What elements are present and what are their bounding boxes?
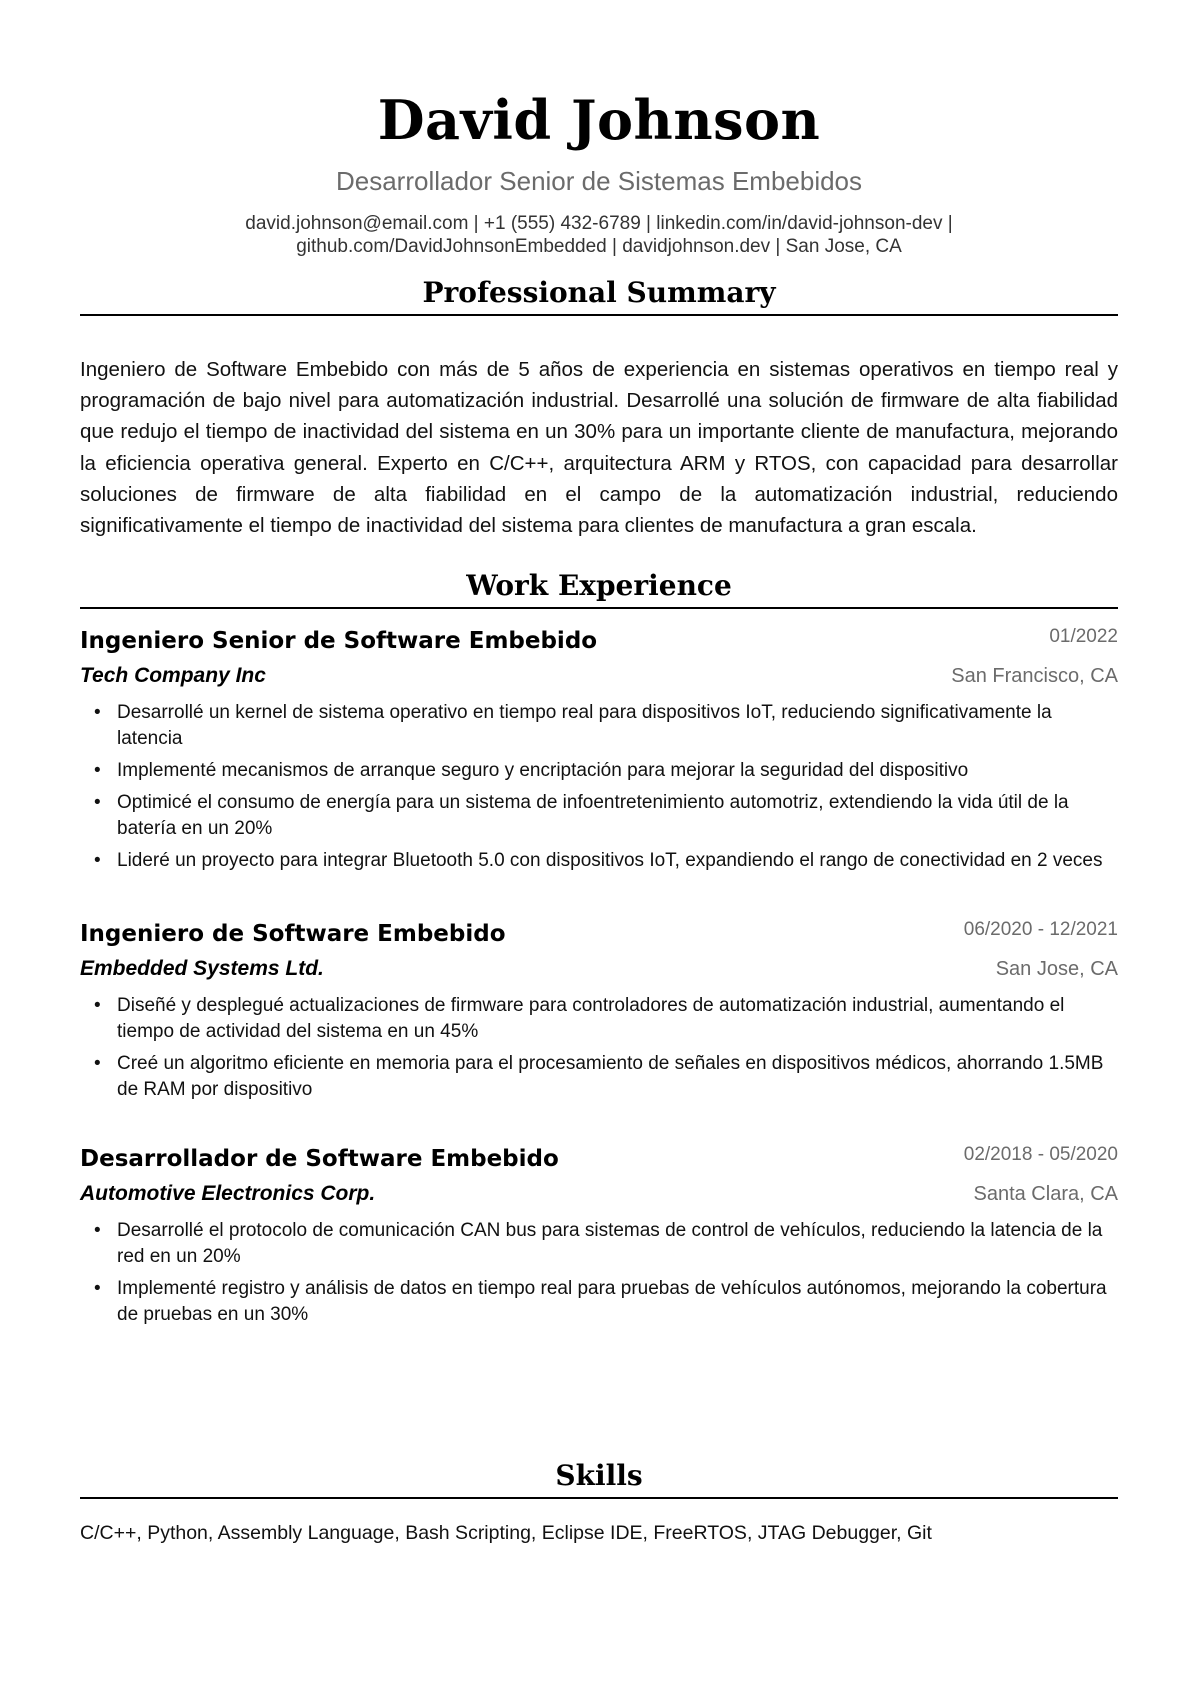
job-bullets [80,700,1118,874]
job-entry [80,1142,1118,1334]
summary-divider [80,314,1118,316]
job-company: Embedded Systems Ltd. [80,957,324,980]
summary-text: Ingeniero de Software Embebido con más de 5 años de experiencia en sistemas operativos en tiempo real y programación de bajo nivel para automatización industrial. Desarrollé una solución de firmware de alta fiabilidad que redujo el tiempo de inactividad del sistema en un 30% para un importante cliente de manufactura, mejorando la eficiencia operativa general. Experto en C/C++, arquitectura ARM y RTOS, con capacidad para desarrollar soluciones de firmware de alta fiabilidad en el campo de la automatización industrial, reduciendo significativamente el tiempo de inactividad del sistema para clientes de manufactura a gran escala. [80,358,1118,538]
skills-divider [80,1497,1118,1499]
job-bullet [80,848,1118,874]
job-bullet-text: Lideré un proyecto para integrar Bluetooth 5.0 con dispositivos IoT, expandiendo el rango de conectividad en 2 veces [117,850,1103,871]
job-bullet [80,993,1118,1045]
job-bullet [80,700,1118,752]
job-bullet-text: Desarrollé el protocolo de comunicación CAN bus para sistemas de control de vehículos, reduciendo la latencia de la red en un 20% [117,1220,1103,1267]
job-title: Desarrollador de Software Embebido [80,1146,559,1172]
job-bullet-text: Desarrollé un kernel de sistema operativo en tiempo real para dispositivos IoT, reduciendo significativamente la latencia [117,702,1052,749]
contact-line-2: github.com/DavidJohnsonEmbedded | davidjohnson.dev | San Jose, CA [296,236,902,257]
contact-info [80,212,1118,258]
job-bullet [80,758,1118,784]
job-bullets [80,993,1118,1103]
job-bullets [80,1218,1118,1328]
job-bullet [80,790,1118,842]
job-title: Ingeniero de Software Embebido [80,921,506,947]
skills-text: C/C++, Python, Assembly Language, Bash Scripting, Eclipse IDE, FreeRTOS, JTAG Debugger, Git [80,1522,932,1544]
job-entry [80,624,1118,880]
job-company: Tech Company Inc [80,664,266,687]
job-location: Santa Clara, CA [973,1183,1118,1205]
job-date: 02/2018 - 05/2020 [963,1144,1118,1165]
experience-section-title: Work Experience [466,569,732,602]
bullet-dot: • [94,1220,101,1241]
job-date: 06/2020 - 12/2021 [963,919,1118,940]
job-entry [80,917,1118,1109]
job-title: Ingeniero Senior de Software Embebido [80,628,598,654]
bullet-dot: • [94,1278,101,1299]
job-location: San Jose, CA [995,958,1118,980]
job-bullet-text: Creé un algoritmo eficiente en memoria para el procesamiento de señales en dispositivos médicos, ahorrando 1.5MB de RAM por dispositivo [117,1053,1104,1100]
job-company: Automotive Electronics Corp. [80,1182,376,1205]
bullet-dot: • [94,792,101,813]
job-bullet-text: Optimicé el consumo de energía para un sistema de infoentretenimiento automotriz, extendiendo la vida útil de la batería en un 20% [117,792,1069,839]
skills-section-title: Skills [555,1459,643,1492]
job-location: San Francisco, CA [951,665,1118,687]
job-date: 01/2022 [1049,626,1118,647]
bullet-dot: • [94,702,101,723]
bullet-dot: • [94,1053,101,1074]
job-bullet [80,1051,1118,1103]
job-bullet [80,1218,1118,1270]
candidate-headline: Desarrollador Senior de Sistemas Embebidos [335,166,863,196]
job-bullet-text: Diseñé y desplegué actualizaciones de firmware para controladores de automatización industrial, aumentando el tiempo de actividad del sistema en un 45% [117,995,1065,1042]
job-bullet-text: Implementé registro y análisis de datos en tiempo real para pruebas de vehículos autónomos, mejorando la cobertura de pruebas en un 30% [117,1278,1107,1325]
bullet-dot: • [94,850,101,871]
bullet-dot: • [94,760,101,781]
bullet-dot: • [94,995,101,1016]
summary-section-title: Professional Summary [422,276,776,309]
job-bullet [80,1276,1118,1328]
experience-divider [80,607,1118,609]
job-bullet-text: Implementé mecanismos de arranque seguro y encriptación para mejorar la seguridad del dispositivo [117,760,969,781]
contact-line-1: david.johnson@email.com | +1 (555) 432-6789 | linkedin.com/in/david-johnson-dev | [245,213,953,234]
candidate-name: David Johnson [377,88,821,152]
